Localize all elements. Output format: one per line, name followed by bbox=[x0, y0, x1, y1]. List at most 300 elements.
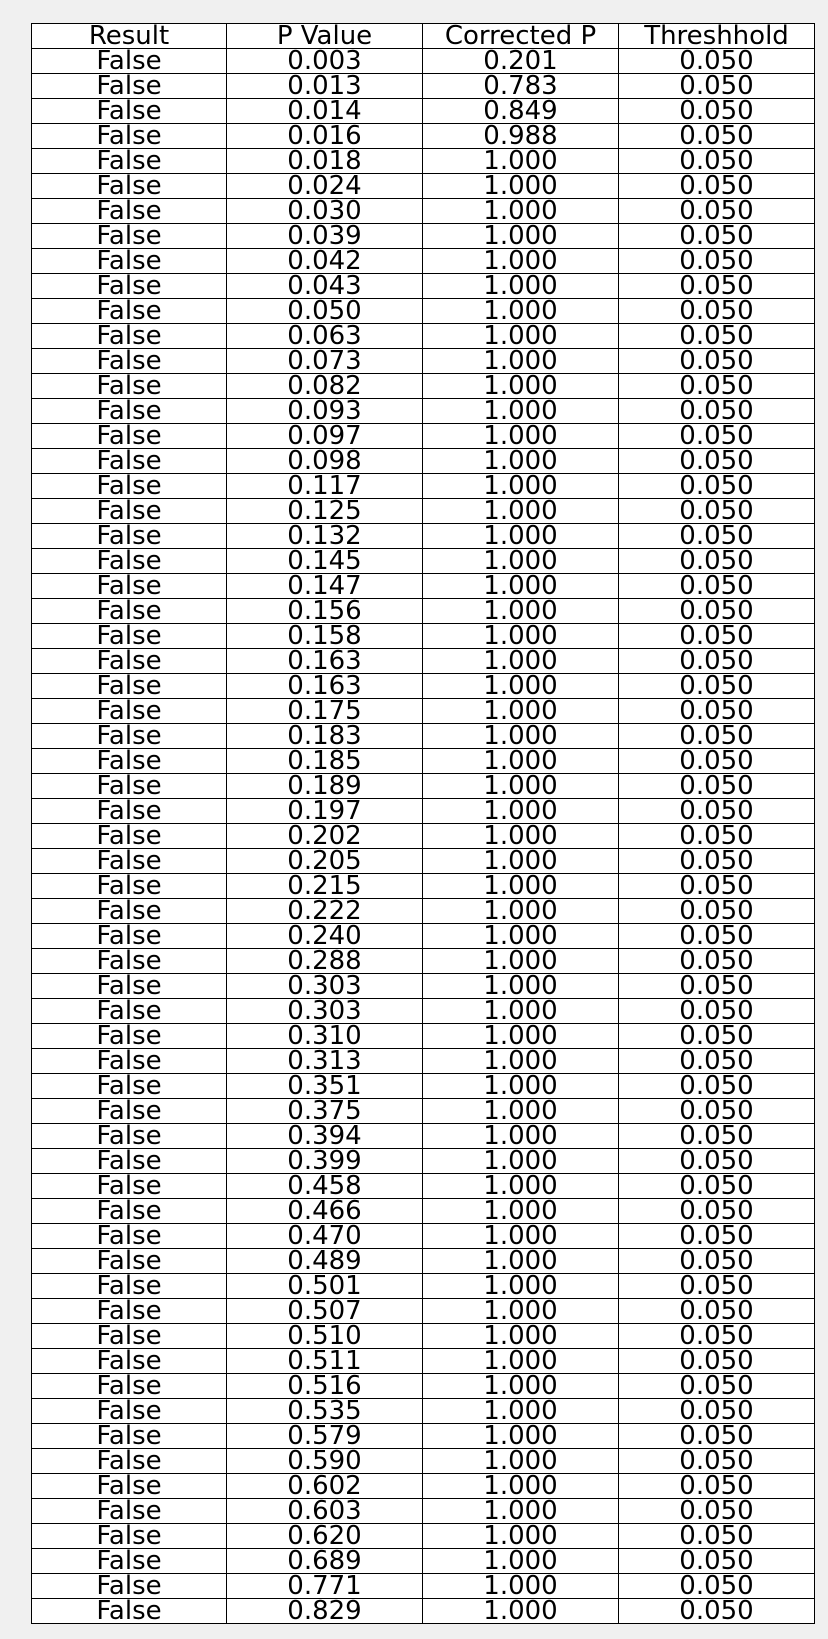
p-value-cell: 0.093 bbox=[227, 399, 423, 424]
threshold-cell: 0.050 bbox=[619, 724, 815, 749]
table-row bbox=[32, 349, 815, 374]
threshold-cell: 0.050 bbox=[619, 1324, 815, 1349]
result-cell: False bbox=[32, 1374, 227, 1399]
corrected-p-cell: 1.000 bbox=[423, 274, 619, 299]
threshold-cell: 0.050 bbox=[619, 924, 815, 949]
p-value-cell: 0.024 bbox=[227, 174, 423, 199]
threshold-cell: 0.050 bbox=[619, 124, 815, 149]
p-value-cell: 0.158 bbox=[227, 624, 423, 649]
corrected-p-cell: 1.000 bbox=[423, 249, 619, 274]
p-value-cell: 0.013 bbox=[227, 74, 423, 99]
table-row bbox=[32, 1324, 815, 1349]
result-cell: False bbox=[32, 49, 227, 74]
table-row bbox=[32, 49, 815, 74]
corrected-p-cell: 1.000 bbox=[423, 724, 619, 749]
table-row bbox=[32, 1524, 815, 1549]
table-body bbox=[32, 49, 815, 1624]
p-value-cell: 0.510 bbox=[227, 1324, 423, 1349]
column-header-p-value: P Value bbox=[227, 24, 423, 49]
p-value-cell: 0.189 bbox=[227, 774, 423, 799]
corrected-p-cell: 1.000 bbox=[423, 549, 619, 574]
table-row bbox=[32, 424, 815, 449]
result-cell: False bbox=[32, 249, 227, 274]
threshold-cell: 0.050 bbox=[619, 199, 815, 224]
corrected-p-cell: 1.000 bbox=[423, 1349, 619, 1374]
corrected-p-cell: 1.000 bbox=[423, 924, 619, 949]
p-value-cell: 0.197 bbox=[227, 799, 423, 824]
result-cell: False bbox=[32, 824, 227, 849]
result-cell: False bbox=[32, 149, 227, 174]
threshold-cell: 0.050 bbox=[619, 699, 815, 724]
corrected-p-cell: 1.000 bbox=[423, 874, 619, 899]
corrected-p-cell: 1.000 bbox=[423, 1049, 619, 1074]
result-cell: False bbox=[32, 349, 227, 374]
threshold-cell: 0.050 bbox=[619, 824, 815, 849]
table-row bbox=[32, 774, 815, 799]
threshold-cell: 0.050 bbox=[619, 349, 815, 374]
table-row bbox=[32, 174, 815, 199]
p-value-cell: 0.310 bbox=[227, 1024, 423, 1049]
threshold-cell: 0.050 bbox=[619, 274, 815, 299]
p-value-cell: 0.073 bbox=[227, 349, 423, 374]
result-cell: False bbox=[32, 399, 227, 424]
threshold-cell: 0.050 bbox=[619, 674, 815, 699]
corrected-p-cell: 1.000 bbox=[423, 649, 619, 674]
result-cell: False bbox=[32, 724, 227, 749]
p-value-cell: 0.175 bbox=[227, 699, 423, 724]
result-cell: False bbox=[32, 774, 227, 799]
result-cell: False bbox=[32, 124, 227, 149]
table-row bbox=[32, 599, 815, 624]
threshold-cell: 0.050 bbox=[619, 249, 815, 274]
table-row bbox=[32, 374, 815, 399]
table-row bbox=[32, 924, 815, 949]
result-cell: False bbox=[32, 1074, 227, 1099]
corrected-p-cell: 1.000 bbox=[423, 224, 619, 249]
p-value-cell: 0.303 bbox=[227, 999, 423, 1024]
table-row bbox=[32, 1024, 815, 1049]
result-cell: False bbox=[32, 699, 227, 724]
corrected-p-cell: 1.000 bbox=[423, 1024, 619, 1049]
p-value-cell: 0.620 bbox=[227, 1524, 423, 1549]
p-value-cell: 0.215 bbox=[227, 874, 423, 899]
p-value-cell: 0.063 bbox=[227, 324, 423, 349]
table-row bbox=[32, 1224, 815, 1249]
corrected-p-cell: 1.000 bbox=[423, 624, 619, 649]
corrected-p-cell: 1.000 bbox=[423, 1424, 619, 1449]
table-row bbox=[32, 1199, 815, 1224]
corrected-p-cell: 1.000 bbox=[423, 1124, 619, 1149]
table-row bbox=[32, 1499, 815, 1524]
corrected-p-cell: 0.783 bbox=[423, 74, 619, 99]
corrected-p-cell: 1.000 bbox=[423, 574, 619, 599]
result-cell: False bbox=[32, 1324, 227, 1349]
threshold-cell: 0.050 bbox=[619, 849, 815, 874]
result-cell: False bbox=[32, 99, 227, 124]
threshold-cell: 0.050 bbox=[619, 224, 815, 249]
p-value-cell: 0.042 bbox=[227, 249, 423, 274]
threshold-cell: 0.050 bbox=[619, 1074, 815, 1099]
p-value-cell: 0.399 bbox=[227, 1149, 423, 1174]
p-value-cell: 0.082 bbox=[227, 374, 423, 399]
result-cell: False bbox=[32, 1399, 227, 1424]
p-value-cell: 0.018 bbox=[227, 149, 423, 174]
table-row bbox=[32, 1074, 815, 1099]
threshold-cell: 0.050 bbox=[619, 1449, 815, 1474]
table-row bbox=[32, 449, 815, 474]
p-value-cell: 0.288 bbox=[227, 949, 423, 974]
p-value-cell: 0.163 bbox=[227, 649, 423, 674]
result-cell: False bbox=[32, 899, 227, 924]
corrected-p-cell: 1.000 bbox=[423, 999, 619, 1024]
p-value-cell: 0.829 bbox=[227, 1599, 423, 1624]
results-table bbox=[31, 23, 815, 1624]
table-row bbox=[32, 324, 815, 349]
threshold-cell: 0.050 bbox=[619, 1499, 815, 1524]
corrected-p-cell: 1.000 bbox=[423, 1299, 619, 1324]
table-row bbox=[32, 1424, 815, 1449]
corrected-p-cell: 1.000 bbox=[423, 1324, 619, 1349]
p-value-cell: 0.039 bbox=[227, 224, 423, 249]
threshold-cell: 0.050 bbox=[619, 324, 815, 349]
result-cell: False bbox=[32, 674, 227, 699]
table-row bbox=[32, 1574, 815, 1599]
table-row bbox=[32, 299, 815, 324]
p-value-cell: 0.470 bbox=[227, 1224, 423, 1249]
p-value-cell: 0.507 bbox=[227, 1299, 423, 1324]
corrected-p-cell: 1.000 bbox=[423, 774, 619, 799]
table-row bbox=[32, 499, 815, 524]
table-row bbox=[32, 749, 815, 774]
corrected-p-cell: 1.000 bbox=[423, 1524, 619, 1549]
threshold-cell: 0.050 bbox=[619, 1124, 815, 1149]
threshold-cell: 0.050 bbox=[619, 49, 815, 74]
corrected-p-cell: 1.000 bbox=[423, 449, 619, 474]
threshold-cell: 0.050 bbox=[619, 374, 815, 399]
corrected-p-cell: 1.000 bbox=[423, 424, 619, 449]
p-value-cell: 0.014 bbox=[227, 99, 423, 124]
result-cell: False bbox=[32, 549, 227, 574]
result-cell: False bbox=[32, 199, 227, 224]
result-cell: False bbox=[32, 1524, 227, 1549]
table-row bbox=[32, 199, 815, 224]
result-cell: False bbox=[32, 1249, 227, 1274]
threshold-cell: 0.050 bbox=[619, 799, 815, 824]
table-row bbox=[32, 874, 815, 899]
result-cell: False bbox=[32, 1049, 227, 1074]
result-cell: False bbox=[32, 274, 227, 299]
column-header-corrected-p: Corrected P bbox=[423, 24, 619, 49]
corrected-p-cell: 1.000 bbox=[423, 324, 619, 349]
result-cell: False bbox=[32, 1299, 227, 1324]
table-row bbox=[32, 224, 815, 249]
corrected-p-cell: 1.000 bbox=[423, 299, 619, 324]
p-value-cell: 0.098 bbox=[227, 449, 423, 474]
threshold-cell: 0.050 bbox=[619, 949, 815, 974]
table-row bbox=[32, 249, 815, 274]
corrected-p-cell: 1.000 bbox=[423, 1149, 619, 1174]
result-cell: False bbox=[32, 174, 227, 199]
p-value-cell: 0.205 bbox=[227, 849, 423, 874]
threshold-cell: 0.050 bbox=[619, 449, 815, 474]
result-cell: False bbox=[32, 874, 227, 899]
threshold-cell: 0.050 bbox=[619, 1524, 815, 1549]
p-value-cell: 0.689 bbox=[227, 1549, 423, 1574]
table-row bbox=[32, 1124, 815, 1149]
table-row bbox=[32, 1399, 815, 1424]
p-value-cell: 0.016 bbox=[227, 124, 423, 149]
p-value-cell: 0.240 bbox=[227, 924, 423, 949]
corrected-p-cell: 1.000 bbox=[423, 349, 619, 374]
table-row bbox=[32, 1099, 815, 1124]
header-row bbox=[32, 24, 815, 49]
p-value-cell: 0.202 bbox=[227, 824, 423, 849]
threshold-cell: 0.050 bbox=[619, 874, 815, 899]
threshold-cell: 0.050 bbox=[619, 499, 815, 524]
result-cell: False bbox=[32, 749, 227, 774]
result-cell: False bbox=[32, 224, 227, 249]
threshold-cell: 0.050 bbox=[619, 899, 815, 924]
corrected-p-cell: 1.000 bbox=[423, 1199, 619, 1224]
p-value-cell: 0.313 bbox=[227, 1049, 423, 1074]
threshold-cell: 0.050 bbox=[619, 99, 815, 124]
result-cell: False bbox=[32, 949, 227, 974]
table-row bbox=[32, 549, 815, 574]
table-row bbox=[32, 124, 815, 149]
result-cell: False bbox=[32, 499, 227, 524]
threshold-cell: 0.050 bbox=[619, 399, 815, 424]
p-value-cell: 0.535 bbox=[227, 1399, 423, 1424]
corrected-p-cell: 1.000 bbox=[423, 1099, 619, 1124]
p-value-cell: 0.590 bbox=[227, 1449, 423, 1474]
corrected-p-cell: 1.000 bbox=[423, 674, 619, 699]
table-row bbox=[32, 1599, 815, 1624]
threshold-cell: 0.050 bbox=[619, 174, 815, 199]
table-row bbox=[32, 1149, 815, 1174]
column-header-threshold: Threshhold bbox=[619, 24, 815, 49]
corrected-p-cell: 1.000 bbox=[423, 474, 619, 499]
table-row bbox=[32, 674, 815, 699]
threshold-cell: 0.050 bbox=[619, 149, 815, 174]
threshold-cell: 0.050 bbox=[619, 1424, 815, 1449]
table-row bbox=[32, 74, 815, 99]
p-value-cell: 0.516 bbox=[227, 1374, 423, 1399]
threshold-cell: 0.050 bbox=[619, 1399, 815, 1424]
table-row bbox=[32, 1049, 815, 1074]
column-header-result: Result bbox=[32, 24, 227, 49]
table-row bbox=[32, 649, 815, 674]
table-row bbox=[32, 849, 815, 874]
corrected-p-cell: 1.000 bbox=[423, 849, 619, 874]
result-cell: False bbox=[32, 1549, 227, 1574]
result-cell: False bbox=[32, 324, 227, 349]
table-row bbox=[32, 899, 815, 924]
result-cell: False bbox=[32, 1174, 227, 1199]
result-cell: False bbox=[32, 1449, 227, 1474]
table-row bbox=[32, 1274, 815, 1299]
p-value-cell: 0.125 bbox=[227, 499, 423, 524]
result-cell: False bbox=[32, 524, 227, 549]
corrected-p-cell: 0.201 bbox=[423, 49, 619, 74]
corrected-p-cell: 1.000 bbox=[423, 524, 619, 549]
result-cell: False bbox=[32, 974, 227, 999]
result-cell: False bbox=[32, 1024, 227, 1049]
p-value-cell: 0.458 bbox=[227, 1174, 423, 1199]
p-value-cell: 0.147 bbox=[227, 574, 423, 599]
result-cell: False bbox=[32, 1574, 227, 1599]
result-cell: False bbox=[32, 799, 227, 824]
table-row bbox=[32, 1299, 815, 1324]
threshold-cell: 0.050 bbox=[619, 1049, 815, 1074]
corrected-p-cell: 1.000 bbox=[423, 1274, 619, 1299]
result-cell: False bbox=[32, 424, 227, 449]
threshold-cell: 0.050 bbox=[619, 1224, 815, 1249]
corrected-p-cell: 1.000 bbox=[423, 899, 619, 924]
threshold-cell: 0.050 bbox=[619, 1149, 815, 1174]
p-value-cell: 0.145 bbox=[227, 549, 423, 574]
table-row bbox=[32, 1249, 815, 1274]
corrected-p-cell: 1.000 bbox=[423, 974, 619, 999]
threshold-cell: 0.050 bbox=[619, 624, 815, 649]
corrected-p-cell: 1.000 bbox=[423, 1074, 619, 1099]
table-row bbox=[32, 274, 815, 299]
threshold-cell: 0.050 bbox=[619, 549, 815, 574]
threshold-cell: 0.050 bbox=[619, 1374, 815, 1399]
result-cell: False bbox=[32, 1599, 227, 1624]
table-row bbox=[32, 824, 815, 849]
table-row bbox=[32, 399, 815, 424]
corrected-p-cell: 1.000 bbox=[423, 749, 619, 774]
corrected-p-cell: 1.000 bbox=[423, 949, 619, 974]
threshold-cell: 0.050 bbox=[619, 474, 815, 499]
table-row bbox=[32, 724, 815, 749]
p-value-cell: 0.132 bbox=[227, 524, 423, 549]
table-row bbox=[32, 974, 815, 999]
p-value-cell: 0.375 bbox=[227, 1099, 423, 1124]
corrected-p-cell: 1.000 bbox=[423, 1574, 619, 1599]
p-value-cell: 0.163 bbox=[227, 674, 423, 699]
threshold-cell: 0.050 bbox=[619, 999, 815, 1024]
result-cell: False bbox=[32, 1349, 227, 1374]
threshold-cell: 0.050 bbox=[619, 1174, 815, 1199]
threshold-cell: 0.050 bbox=[619, 1199, 815, 1224]
threshold-cell: 0.050 bbox=[619, 1299, 815, 1324]
threshold-cell: 0.050 bbox=[619, 1549, 815, 1574]
result-cell: False bbox=[32, 1474, 227, 1499]
corrected-p-cell: 1.000 bbox=[423, 824, 619, 849]
p-value-cell: 0.489 bbox=[227, 1249, 423, 1274]
table-row bbox=[32, 1349, 815, 1374]
corrected-p-cell: 1.000 bbox=[423, 1449, 619, 1474]
table-row bbox=[32, 949, 815, 974]
corrected-p-cell: 1.000 bbox=[423, 174, 619, 199]
threshold-cell: 0.050 bbox=[619, 1274, 815, 1299]
result-cell: False bbox=[32, 649, 227, 674]
result-cell: False bbox=[32, 1099, 227, 1124]
threshold-cell: 0.050 bbox=[619, 74, 815, 99]
result-cell: False bbox=[32, 1424, 227, 1449]
result-cell: False bbox=[32, 1124, 227, 1149]
table-row bbox=[32, 524, 815, 549]
p-value-cell: 0.222 bbox=[227, 899, 423, 924]
threshold-cell: 0.050 bbox=[619, 1574, 815, 1599]
table-row bbox=[32, 1374, 815, 1399]
table-row bbox=[32, 699, 815, 724]
result-cell: False bbox=[32, 999, 227, 1024]
result-cell: False bbox=[32, 574, 227, 599]
table-row bbox=[32, 1549, 815, 1574]
result-cell: False bbox=[32, 924, 227, 949]
corrected-p-cell: 1.000 bbox=[423, 1549, 619, 1574]
result-cell: False bbox=[32, 474, 227, 499]
result-cell: False bbox=[32, 1199, 227, 1224]
result-cell: False bbox=[32, 449, 227, 474]
threshold-cell: 0.050 bbox=[619, 774, 815, 799]
threshold-cell: 0.050 bbox=[619, 1099, 815, 1124]
threshold-cell: 0.050 bbox=[619, 1474, 815, 1499]
p-value-cell: 0.050 bbox=[227, 299, 423, 324]
threshold-cell: 0.050 bbox=[619, 1024, 815, 1049]
p-value-cell: 0.394 bbox=[227, 1124, 423, 1149]
p-value-cell: 0.185 bbox=[227, 749, 423, 774]
table-row bbox=[32, 1174, 815, 1199]
corrected-p-cell: 0.988 bbox=[423, 124, 619, 149]
corrected-p-cell: 1.000 bbox=[423, 1499, 619, 1524]
corrected-p-cell: 1.000 bbox=[423, 499, 619, 524]
corrected-p-cell: 1.000 bbox=[423, 1399, 619, 1424]
corrected-p-cell: 1.000 bbox=[423, 699, 619, 724]
corrected-p-cell: 1.000 bbox=[423, 399, 619, 424]
table-row bbox=[32, 474, 815, 499]
p-value-cell: 0.117 bbox=[227, 474, 423, 499]
p-value-cell: 0.183 bbox=[227, 724, 423, 749]
threshold-cell: 0.050 bbox=[619, 599, 815, 624]
p-value-cell: 0.043 bbox=[227, 274, 423, 299]
table-row bbox=[32, 999, 815, 1024]
table-row bbox=[32, 799, 815, 824]
threshold-cell: 0.050 bbox=[619, 299, 815, 324]
result-cell: False bbox=[32, 599, 227, 624]
corrected-p-cell: 1.000 bbox=[423, 199, 619, 224]
table-row bbox=[32, 1449, 815, 1474]
threshold-cell: 0.050 bbox=[619, 974, 815, 999]
corrected-p-cell: 1.000 bbox=[423, 1374, 619, 1399]
threshold-cell: 0.050 bbox=[619, 574, 815, 599]
threshold-cell: 0.050 bbox=[619, 1249, 815, 1274]
p-value-cell: 0.156 bbox=[227, 599, 423, 624]
p-value-cell: 0.303 bbox=[227, 974, 423, 999]
threshold-cell: 0.050 bbox=[619, 424, 815, 449]
p-value-cell: 0.603 bbox=[227, 1499, 423, 1524]
threshold-cell: 0.050 bbox=[619, 649, 815, 674]
result-cell: False bbox=[32, 1149, 227, 1174]
corrected-p-cell: 1.000 bbox=[423, 1224, 619, 1249]
threshold-cell: 0.050 bbox=[619, 1599, 815, 1624]
table-row bbox=[32, 574, 815, 599]
table-row bbox=[32, 624, 815, 649]
threshold-cell: 0.050 bbox=[619, 524, 815, 549]
corrected-p-cell: 1.000 bbox=[423, 1474, 619, 1499]
threshold-cell: 0.050 bbox=[619, 1349, 815, 1374]
result-cell: False bbox=[32, 299, 227, 324]
threshold-cell: 0.050 bbox=[619, 749, 815, 774]
result-cell: False bbox=[32, 74, 227, 99]
corrected-p-cell: 1.000 bbox=[423, 1249, 619, 1274]
p-value-cell: 0.351 bbox=[227, 1074, 423, 1099]
result-cell: False bbox=[32, 1499, 227, 1524]
p-value-cell: 0.030 bbox=[227, 199, 423, 224]
result-cell: False bbox=[32, 849, 227, 874]
